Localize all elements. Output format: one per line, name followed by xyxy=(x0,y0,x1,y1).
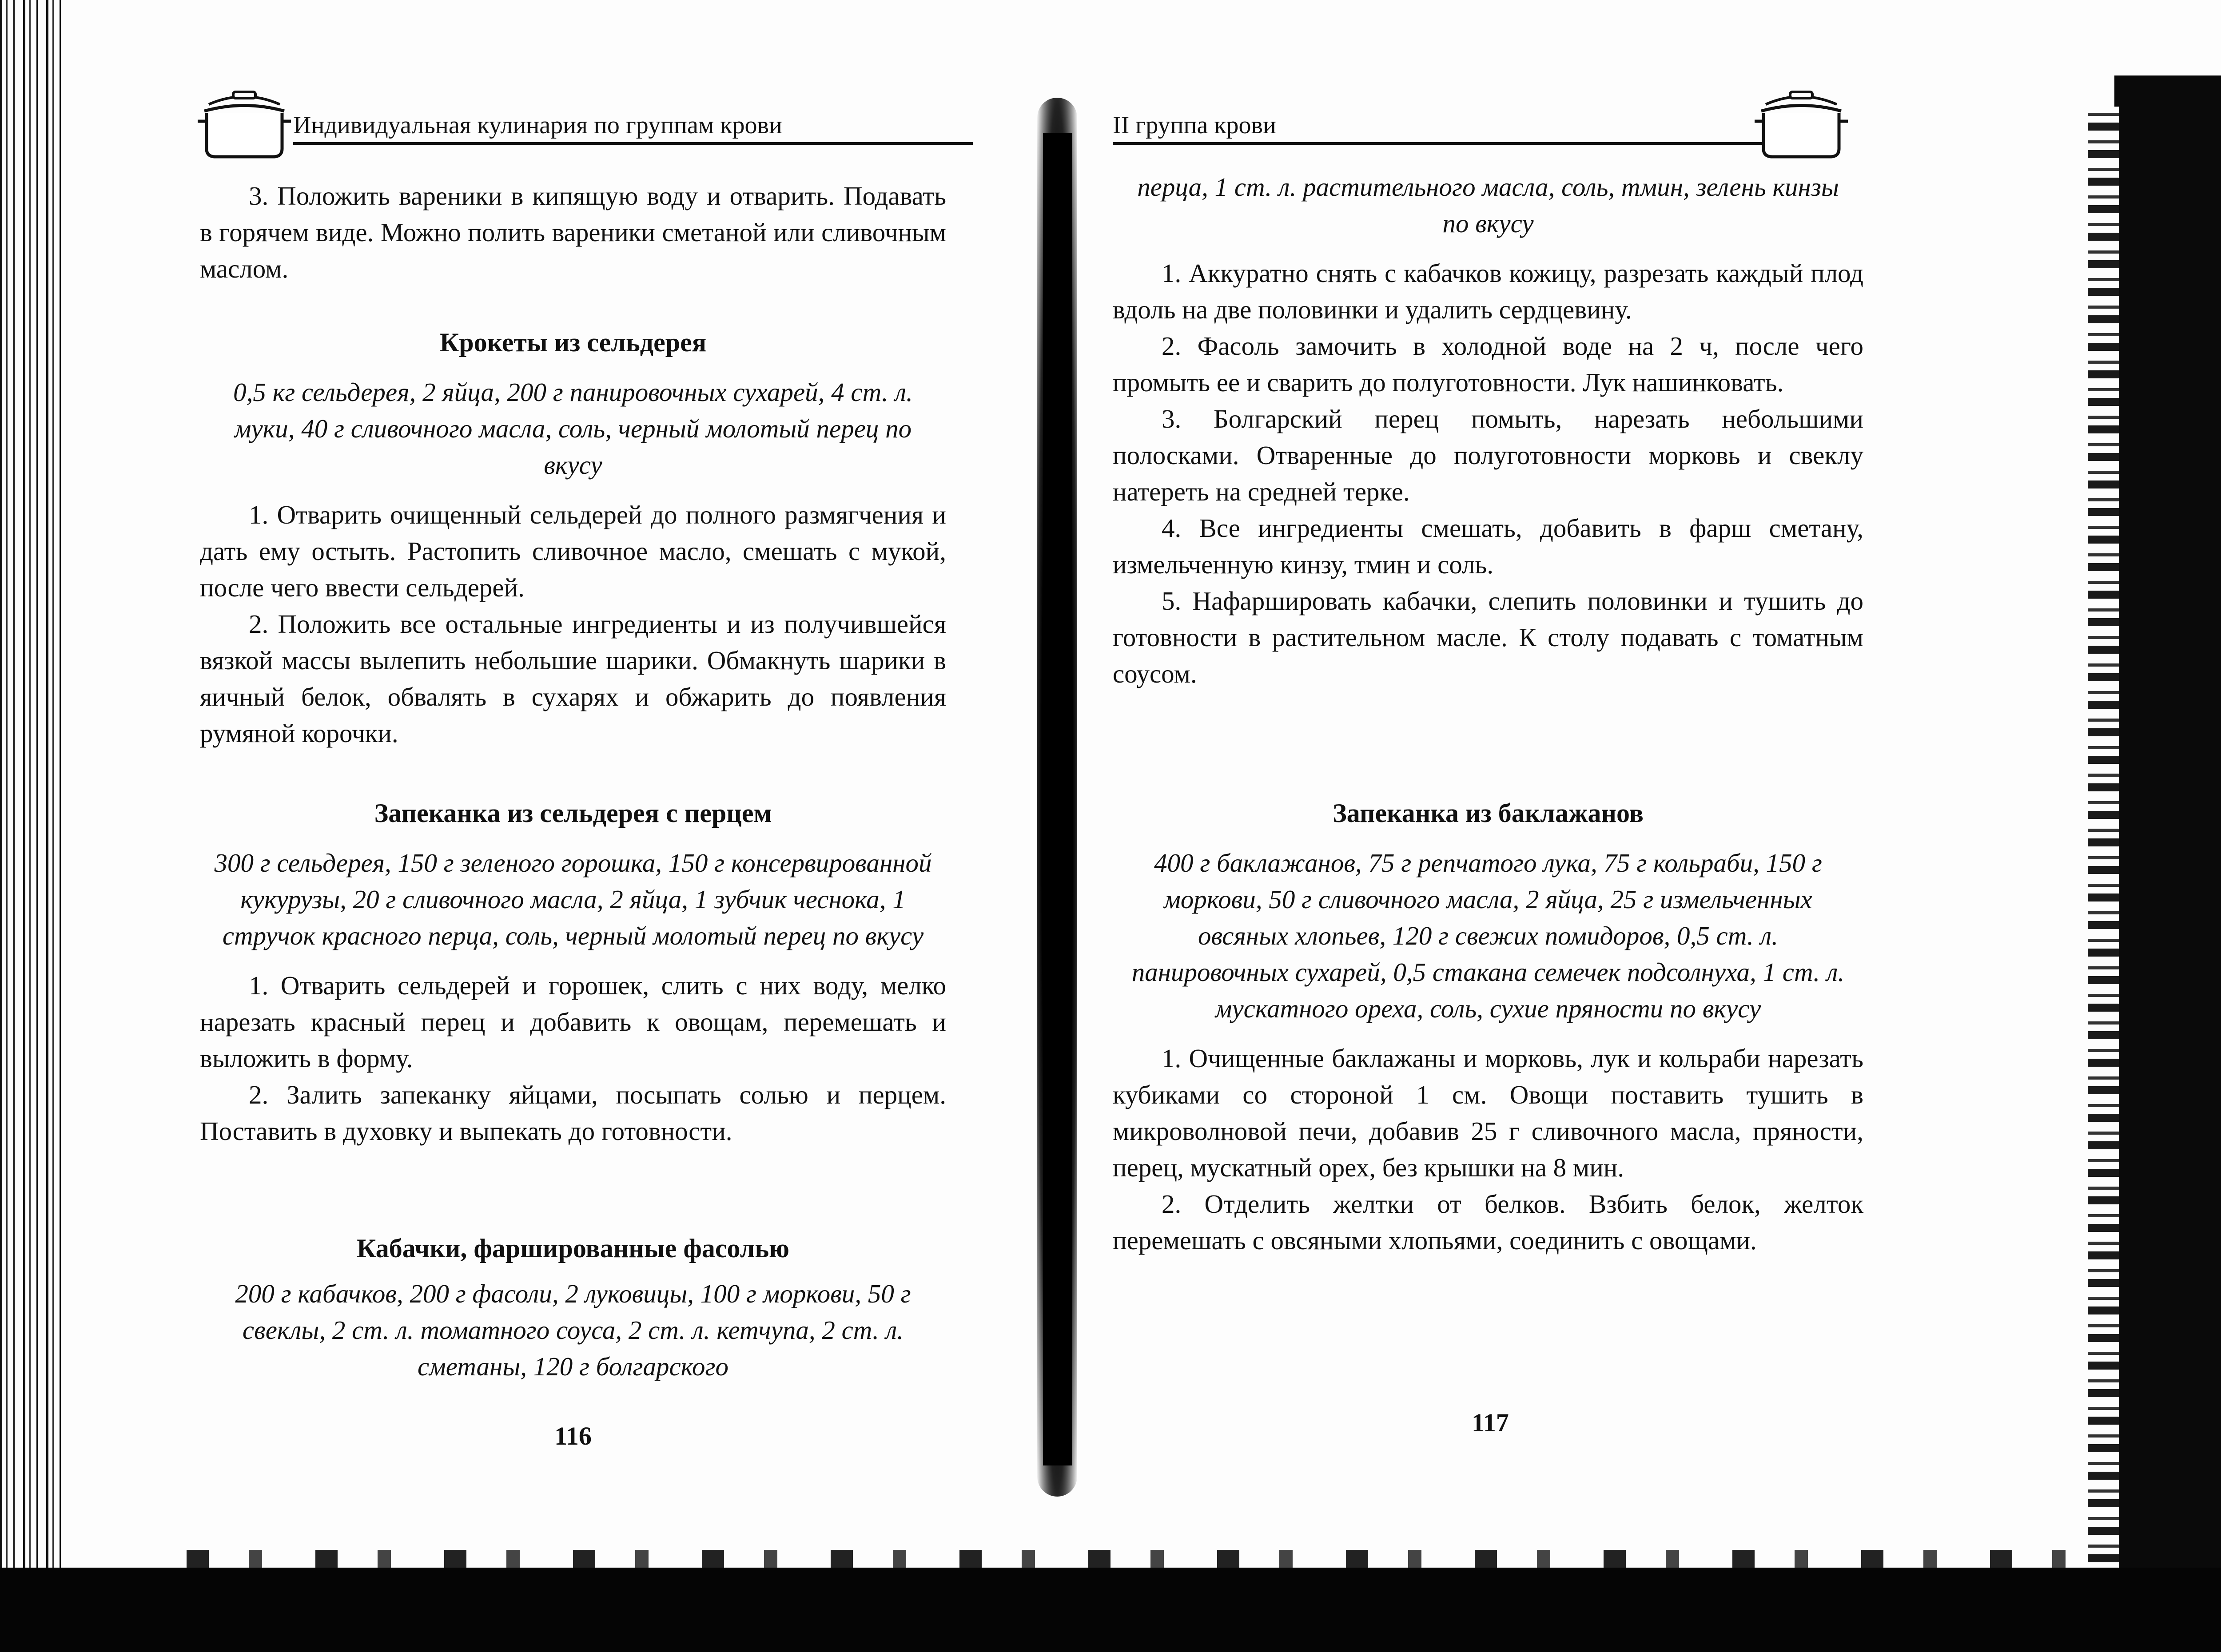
recipe-step: 5. Нафаршировать кабачки, слепить половинки и тушить до готовности в растительном масле. К столу подавать с томатным соусом. xyxy=(1113,586,1863,688)
recipe-step: 1. Отварить сельдерей и горошек, слить с них воду, мелко нарезать красный перец и добавить к овощам, перемешать и выложить в форму. xyxy=(200,971,946,1073)
recipe-step: 4. Все ингредиенты смешать, добавить в фарш сметану, измельченную кинзу, тмин и соль. xyxy=(1113,513,1863,579)
scan-edge-right xyxy=(2114,75,2221,1652)
recipe-step: 1. Аккуратно снять с кабачков кожицу, разрезать каждый плод вдоль на две половинки и удалить сердцевину. xyxy=(1113,258,1863,324)
scan-edge-left xyxy=(0,0,67,1652)
recipe-step: 3. Болгарский перец помыть, нарезать небольшими полосками. Отваренные до полуготовности морковь и свеклу натереть на средней терке. xyxy=(1113,404,1863,506)
recipe-title: Кабачки, фаршированные фасолью xyxy=(357,1234,789,1263)
recipe-eggplant-casserole xyxy=(1113,795,1863,1259)
recipe-step: 2. Отделить желтки от белков. Взбить белок, желток перемешать с овсяными хлопьями, соединить с овощами. xyxy=(1113,1189,1863,1255)
ingredients-list: 300 г сельдерея, 150 г зеленого горошка, 150 г консервированной кукурузы, 20 г сливочного масла, 2 яйца, 1 зубчик чеснока, 1 стручок красного перца, соль, черный молотый перец по вкусу xyxy=(214,848,932,950)
recipe-step: 2. Фасоль замочить в холодной воде на 2 ч, после чего промыть ее и сварить до полуготовности. Лук нашинковать. xyxy=(1113,331,1863,397)
ingredients-list: 200 г кабачков, 200 г фасоли, 2 луковицы, 100 г моркови, 50 г свеклы, 2 ст. л. томатного соуса, 2 ст. л. кетчупа, 2 ст. л. сметаны, 120 г болгарского xyxy=(235,1279,911,1381)
intro-paragraph: 3. Положить вареники в кипящую воду и отварить. Подавать в горячем виде. Можно полить вареники сметаной или сливочным маслом. xyxy=(200,181,946,283)
running-head: Индивидуальная кулинария по группам крови xyxy=(293,111,973,145)
ingredients-continued: перца, 1 ст. л. растительного масла, соль, тмин, зелень кинзы по вкусу xyxy=(1137,172,1839,238)
recipe-step: 1. Отварить очищенный сельдерей до полного размягчения и дать ему остыть. Растопить сливочное масло, смешать с мукой, после чего ввести сельдерей. xyxy=(200,500,946,602)
book-gutter-core xyxy=(1043,133,1072,1465)
left-intro xyxy=(200,178,946,287)
page-number: 117 xyxy=(1472,1408,1509,1437)
recipe-title: Запеканка из сельдерея с перцем xyxy=(374,798,772,828)
running-head: II группа крови xyxy=(1113,111,1806,145)
recipe-celery-casserole xyxy=(200,795,946,1149)
recipe-celery-croquettes xyxy=(200,324,946,751)
cooking-pot-icon xyxy=(195,87,293,162)
page-number: 116 xyxy=(554,1422,592,1450)
ingredients-list: 400 г баклажанов, 75 г репчатого лука, 75 г кольраби, 150 г моркови, 50 г сливочного масла, 2 яйца, 25 г измельченных овсяных хлопьев, 120 г свежих помидоров, 0,5 ст. л. панировочных сухарей, 0,5 стакана семечек подсолнуха, 1 ст. л. мускатного ореха, соль, сухие пряности по вкусу xyxy=(1131,848,1845,1023)
ingredients-list: 0,5 кг сельдерея, 2 яйца, 200 г панировочных сухарей, 4 ст. л. муки, 40 г сливочного масла, соль, черный молотый перец по вкусу xyxy=(233,377,913,480)
recipe-step: 1. Очищенные баклажаны и морковь, лук и кольраби нарезать кубиками со стороной 1 см. Овощи поставить тушить в микроволновой печи, добавив 25 г сливочного масла, пряности, перец, мускатный орех, без крышки на 8 мин. xyxy=(1113,1044,1863,1182)
zucchini-continued xyxy=(1113,169,1863,692)
recipe-title: Запеканка из баклажанов xyxy=(1333,798,1644,828)
scan-edge-right-fringe xyxy=(2088,107,2119,1572)
recipe-stuffed-zucchini xyxy=(200,1230,946,1385)
recipe-step: 2. Положить все остальные ингредиенты и из получившейся вязкой массы вылепить небольшие шарики. Обмакнуть шарики в яичный белок, обвалять в сухарях и обжарить до появления румяной корочки. xyxy=(200,609,946,748)
recipe-title: Крокеты из сельдерея xyxy=(439,328,707,357)
recipe-step: 2. Залить запеканку яйцами, посыпать солью и перцем. Поставить в духовку и выпекать до готовности. xyxy=(200,1080,946,1146)
scan-bottom-band xyxy=(0,1568,2221,1652)
cooking-pot-icon xyxy=(1752,87,1850,162)
